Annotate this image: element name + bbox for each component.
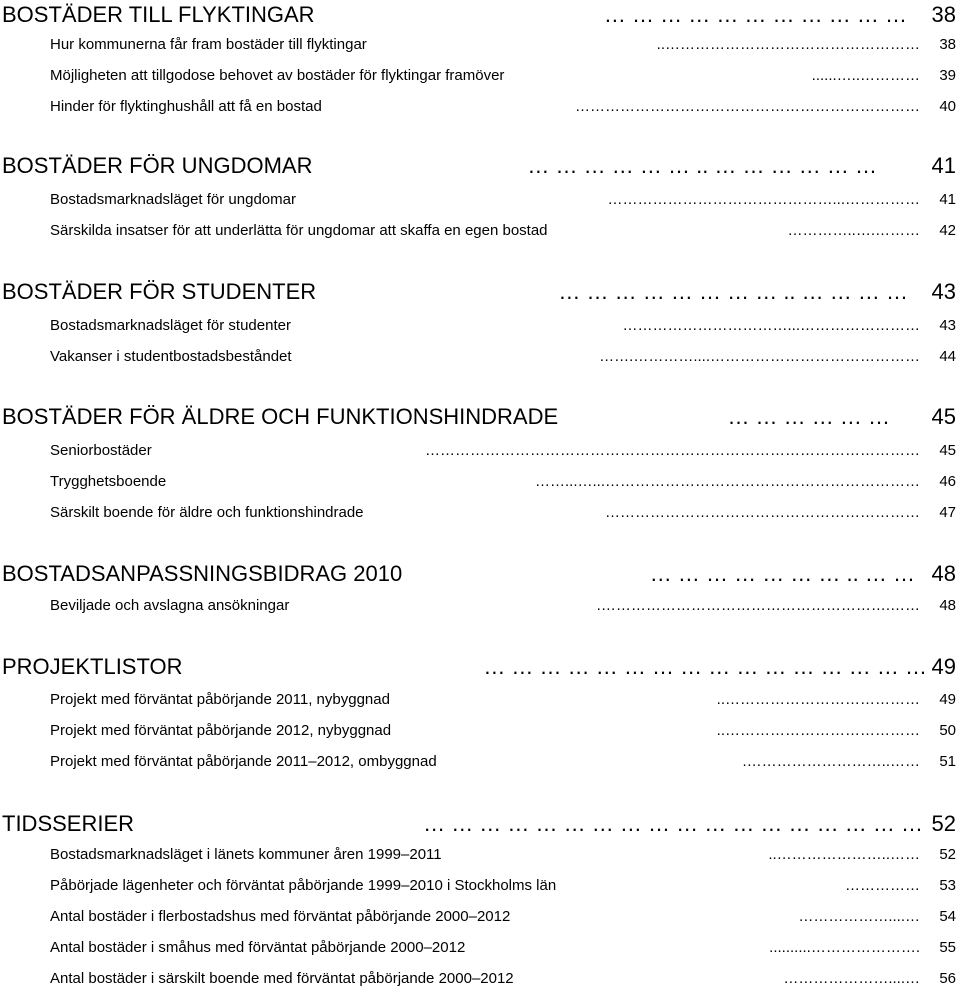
- toc-entry-title: Antal bostäder i särskilt boende med förväntat påbörjande 2000–2012: [50, 970, 514, 987]
- toc-entry-title: BOSTÄDER FÖR UNGDOMAR: [2, 153, 313, 178]
- toc-page-number: 42: [939, 222, 956, 239]
- toc-dot-leader: .…………………..........: [769, 939, 920, 956]
- toc-entry-title: Antal bostäder i småhus med förväntat påbörjande 2000–2012: [50, 939, 466, 956]
- toc-page-number: 38: [939, 36, 956, 53]
- toc-dot-leader: ……………...………………………………………: [607, 191, 920, 208]
- toc-entry-studenter-lage[interactable]: [0, 317, 960, 341]
- toc-dot-leader: … … … … … … … … … … …: [603, 2, 907, 27]
- toc-dot-leader: … … .. … … … … … … …: [649, 561, 915, 586]
- toc-section-bostader-for-studenter[interactable]: [0, 279, 960, 309]
- toc-page-number: 44: [939, 348, 956, 365]
- toc-entry-title: Beviljade och avslagna ansökningar: [50, 597, 290, 614]
- toc-dot-leader: … … … … … … … … … … … … … … … … … …: [423, 811, 923, 836]
- toc-dot-leader: … … … … … … … … … … … … … … … …: [483, 654, 927, 679]
- toc-dot-leader: …….………………………………………………….: [596, 597, 920, 614]
- toc-entry-title: Hinder för flyktinghushåll att få en bostad: [50, 98, 322, 115]
- toc-entry-projekt-2012[interactable]: [0, 722, 960, 746]
- toc-section-aldre-funktionshindrade[interactable]: [0, 404, 960, 434]
- toc-dot-leader: …………………………………..: [716, 722, 920, 739]
- toc-page-number: 52: [939, 846, 956, 863]
- toc-entry-title: Bostadsmarknadsläget för ungdomar: [50, 191, 296, 208]
- toc-page-number: 50: [939, 722, 956, 739]
- toc-dot-leader: …………..…......: [811, 67, 920, 84]
- toc-entry-title: Seniorbostäder: [50, 442, 152, 459]
- toc-dot-leader: ……………………………………………………………: [575, 98, 920, 115]
- toc-entry-title: Projekt med förväntat påbörjande 2011, nybyggnad: [50, 691, 390, 708]
- toc-dot-leader: ……..…………………..: [768, 846, 920, 863]
- toc-entry-title: Vakanser i studentbostadsbeståndet: [50, 348, 292, 365]
- toc-page-number: 47: [939, 504, 956, 521]
- toc-page-number: 54: [939, 908, 956, 925]
- toc-dot-leader: …....………………: [798, 908, 920, 925]
- toc-entry-title: BOSTÄDER FÖR ÄLDRE OCH FUNKTIONSHINDRADE: [2, 404, 559, 429]
- toc-page-number: 52: [931, 811, 956, 836]
- toc-entry-tidsserier-paborjade[interactable]: [0, 877, 960, 901]
- toc-entry-tidsserier-lage[interactable]: [0, 846, 960, 870]
- toc-entry-projekt-ombyggnad[interactable]: [0, 753, 960, 777]
- toc-entry-tidsserier-flerbostadshus[interactable]: [0, 908, 960, 932]
- toc-dot-leader: …………………………………..: [716, 691, 920, 708]
- toc-page-number: 38: [931, 2, 956, 27]
- toc-entry-ungdomar-lage[interactable]: [0, 191, 960, 215]
- toc-dot-leader: ……………: [845, 877, 920, 894]
- toc-page-number: 48: [939, 597, 956, 614]
- toc-entry-trygghetsboende[interactable]: [0, 473, 960, 497]
- toc-page-number: 56: [939, 970, 956, 987]
- toc-entry-seniorbostader[interactable]: [0, 442, 960, 466]
- toc-entry-title: Möjligheten att tillgodose behovet av bostäder för flyktingar framöver: [50, 67, 505, 84]
- toc-dot-leader: ………………………………………………………...…...……: [534, 473, 920, 490]
- toc-dot-leader: ……………………...……………………………: [622, 317, 920, 334]
- toc-entry-title: BOSTADSANPASSNINGSBIDRAG 2010: [2, 561, 403, 586]
- toc-page-number: 51: [939, 753, 956, 770]
- toc-section-projektlistor[interactable]: [0, 654, 960, 684]
- toc-page-number: 41: [931, 153, 956, 178]
- toc-page-number: 41: [939, 191, 956, 208]
- toc-dot-leader: … … … … .. … … … … … … … …: [558, 279, 908, 304]
- toc-entry-title: Särskilt boende för äldre och funktionshindrade: [50, 504, 364, 521]
- toc-section-tidsserier[interactable]: [0, 811, 960, 841]
- toc-entry-title: Särskilda insatser för att underlätta för ungdomar att skaffa en egen bostad: [50, 222, 548, 239]
- toc-entry-tidsserier-smahus[interactable]: [0, 939, 960, 963]
- toc-page-number: 49: [931, 654, 956, 679]
- toc-page-number: 45: [931, 404, 956, 429]
- toc-dot-leader: ……….…..…………: [787, 222, 920, 239]
- toc-entry-title: Projekt med förväntat påbörjande 2011–2012, ombyggnad: [50, 753, 437, 770]
- toc-dot-leader: … … … … … …: [727, 404, 890, 429]
- toc-page-number: 48: [931, 561, 956, 586]
- toc-entry-title: Trygghetsboende: [50, 473, 167, 490]
- toc-page-number: 49: [939, 691, 956, 708]
- toc-page-number: 53: [939, 877, 956, 894]
- toc-dot-leader: … … … … … … .. … … … … … …: [527, 153, 877, 178]
- toc-entry-title: Bostadsmarknadsläget för studenter: [50, 317, 291, 334]
- toc-entry-studenter-vakanser[interactable]: [0, 348, 960, 372]
- toc-section-bostader-till-flyktingar[interactable]: [0, 2, 960, 32]
- toc-entry-ungdomar-insatser[interactable]: [0, 222, 960, 246]
- toc-dot-leader: ……..……………………….: [742, 753, 920, 770]
- toc-page-number: 55: [939, 939, 956, 956]
- toc-entry-title: PROJEKTLISTOR: [2, 654, 183, 679]
- toc-page-number: 46: [939, 473, 956, 490]
- toc-entry-flyktingar-hinder[interactable]: [0, 98, 960, 122]
- toc-entry-title: Påbörjade lägenheter och förväntat påbörjande 1999–2010 i Stockholms län: [50, 877, 557, 894]
- toc-entry-title: Projekt med förväntat påbörjande 2012, nybyggnad: [50, 722, 392, 739]
- toc-page-number: 39: [939, 67, 956, 84]
- toc-section-bostadsanpassningsbidrag[interactable]: [0, 561, 960, 591]
- toc-page-number: 45: [939, 442, 956, 459]
- toc-dot-leader: …....…………………: [783, 970, 920, 987]
- toc-entry-title: BOSTÄDER TILL FLYKTINGAR: [2, 2, 315, 27]
- toc-dot-leader: ……………………………………………..: [656, 36, 920, 53]
- toc-page-number: 40: [939, 98, 956, 115]
- toc-entry-title: Antal bostäder i flerbostadshus med förväntat påbörjande 2000–2012: [50, 908, 511, 925]
- toc-entry-sarskilt-boende[interactable]: [0, 504, 960, 528]
- toc-page-number: 43: [939, 317, 956, 334]
- toc-entry-flyktingar-behov[interactable]: [0, 67, 960, 91]
- toc-section-bostader-for-ungdomar[interactable]: [0, 153, 960, 183]
- toc-entry-title: Bostadsmarknadsläget i länets kommuner åren 1999–2011: [50, 846, 442, 863]
- toc-dot-leader: ………………………………………………………: [605, 504, 920, 521]
- toc-entry-title: Hur kommunerna får fram bostäder till flyktingar: [50, 36, 367, 53]
- toc-entry-ansokningar[interactable]: [0, 597, 960, 621]
- toc-entry-flyktingar-bostader[interactable]: [0, 36, 960, 60]
- toc-entry-projekt-2011[interactable]: [0, 691, 960, 715]
- toc-entry-title: TIDSSERIER: [2, 811, 135, 836]
- toc-dot-leader: ………………………………………………………………………………………: [425, 442, 920, 459]
- toc-dot-leader: ……………………………………....………….……: [599, 348, 920, 365]
- toc-entry-tidsserier-sarskilt-boende[interactable]: [0, 970, 960, 994]
- toc-entry-title: BOSTÄDER FÖR STUDENTER: [2, 279, 317, 304]
- toc-page-number: 43: [931, 279, 956, 304]
